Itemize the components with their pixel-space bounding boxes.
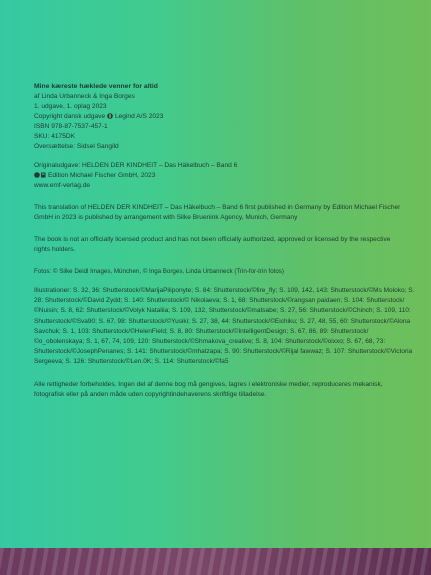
isbn: ISBN 978-87-7537-457-1 (34, 123, 108, 130)
rights-reserved: Alle rettigheder forbeholdes. Ingen del af denne bog må gengives, lagres i elektroniske medier, reproduceres mekanisk, fotografisk eller på anden måde uden copyrightindehaverens skriftlige tilladelse. (34, 380, 383, 398)
authors: af Linda Urbanneck & Inga Borges (34, 93, 135, 100)
fabric-background (0, 548, 431, 575)
original-publisher-line (34, 171, 409, 181)
sku: SKU: 4175DK (34, 133, 76, 140)
copyright-label: Copyright dansk udgave (34, 113, 106, 120)
illustration-credits: Illustrationer: S. 32, 36: Shutterstock/©MarijaPiliponyte; S. 84: Shutterstock/©fire_fly; S. 109, 142, 143: Shutterstock/©Ms Moloko; S. 28: Shutterstock/©David Zydd; S. 140: Shutterstock/© Nikolaeva; S. 1, 68: Shutterstock/©rangsan paidaen; S. 104: Shutterstock/©Nuisin; S. 8, 62: Shutterstock/©Volyk Nataliia; S. 109, 132, Shutterstock/©matsabe; S. 27, 56: Shutterstock/©Chinch; S. 109, 110: Shutterstock/©Sva90; S. 67, 98: Shutterstock/©Yusiki; S. 27, 38, 44: Shutterstock/©Eichiku; S. 27, 48, 55, 60: Shutterstock/©Alona Savchuk; S. 1, 103: Shutterstock/©HelenField; S. 8, 80: Shutterstock/©IntelligentDesign; S. 67, 86, 89: Shutterstock/©o_obolenskaya; S. 1, 67, 74, 109, 120: Shutterstock/©Shmakova_creative; S. 8, 104: Shutterstock/©oixxo; S. 67, 68, 73: Shutterstock/©JosephPenanes; S. 141: Shutterstock/©mhatzapa; S. 90: Shutterstock/©Rijal fawwaz; S. 107: Shutterstock/©Victoria Sergeeva; S. 126: Shutterstock/©Len.0K; S. 114: Shutterstock/©fa5 (34, 287, 415, 366)
website: www.emf-verlag.de (34, 182, 91, 189)
license-note: The book is not an officially licensed product and has not been officially authorized, approved or licensed by the respective rights holders. (34, 236, 391, 253)
original-publisher: Edition Michael Fischer GmbH, 2023 (48, 172, 156, 179)
book-title: Mine kæreste hæklede venner for altid (34, 83, 158, 90)
translator: Oversættelse: Sidsel Sangild (34, 143, 119, 150)
copyright-line (34, 112, 409, 122)
legind-logo-icon (107, 113, 113, 119)
publisher-logo-icon (34, 172, 46, 178)
translation-note: This translation of HELDEN DER KINDHEIT – Das Häkelbuch – Band 6 first published in Germany by Edition Michael Fischer GmbH in 2023 is published by arrangement with Silke Bruenink Agency, Munich, Germany (34, 204, 401, 221)
photo-credits: Fotos: © Silke Deidl Images, München, © Inga Borges, Linda Urbanneck (Trin-for-trin fotos) (34, 268, 284, 275)
copyright-holder: Legind A/S 2023 (114, 113, 164, 120)
original-edition: Originaludgave: HELDEN DER KINDHEIT – Das Häkelbuch – Band 6 (34, 162, 238, 169)
edition: 1. udgave, 1. oplag 2023 (34, 103, 107, 110)
